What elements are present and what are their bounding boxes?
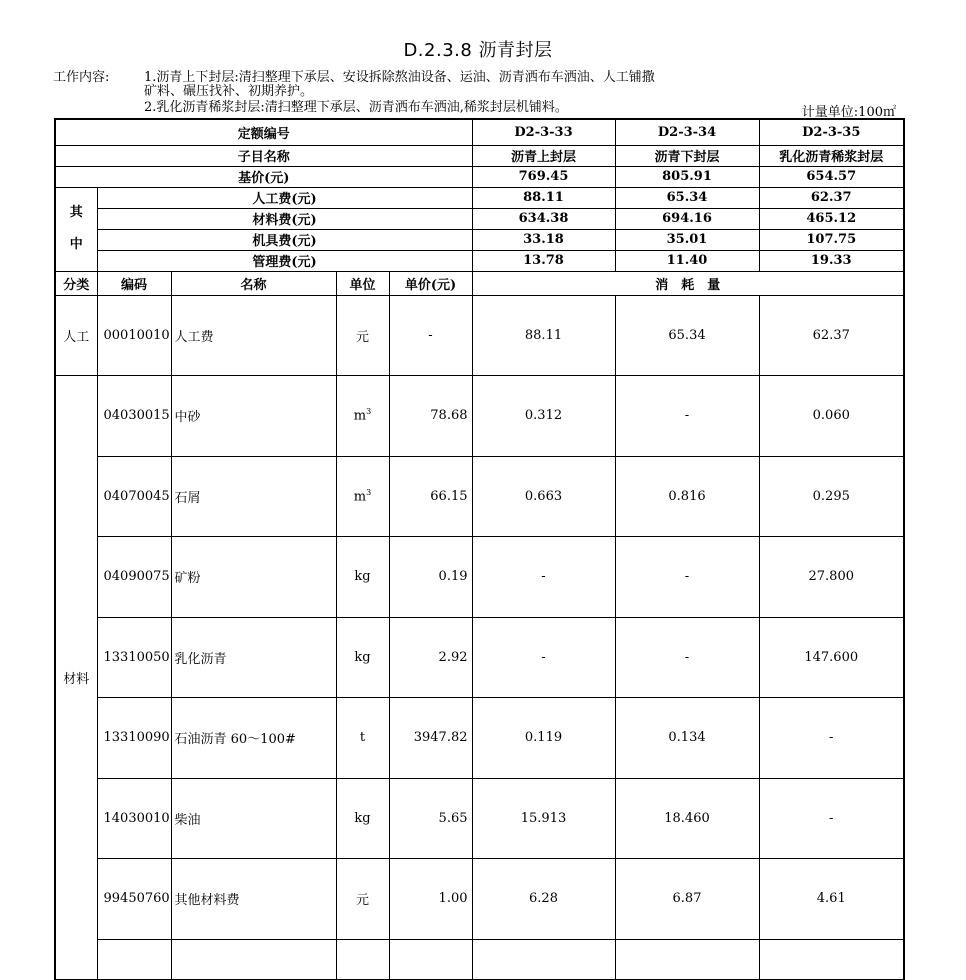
base-price-label: 基价(元) (55, 166, 472, 187)
item-unit: t (336, 697, 389, 778)
item-code: 00010010 (97, 295, 171, 375)
empty-cell (389, 939, 472, 979)
col-category-header: 分类 (55, 271, 97, 295)
machine-cost-3: 107.75 (759, 229, 904, 250)
consumption-3: 4.61 (759, 858, 904, 939)
item-unit: kg (336, 536, 389, 617)
work-content-label: 工作内容: (53, 70, 110, 85)
item-price: 78.68 (389, 375, 472, 456)
empty-cell (615, 939, 759, 979)
empty-cell (97, 939, 171, 979)
empty-cell (336, 939, 389, 979)
mgmt-cost-1: 13.78 (472, 250, 615, 271)
quota-table (54, 118, 905, 980)
empty-cell (171, 939, 336, 979)
quota-code-2: D2-3-34 (615, 119, 759, 145)
consumption-1: 0.663 (472, 456, 615, 536)
table-row (55, 858, 904, 939)
table-row (55, 295, 904, 375)
table-row (55, 617, 904, 697)
consumption-3: 147.600 (759, 617, 904, 697)
item-name: 乳化沥青 (171, 617, 336, 697)
work-content-line-2: 2.乳化沥青稀浆封层:清扫整理下承层、沥青洒布车洒油,稀浆封层机铺料。 (144, 100, 568, 115)
table-row (55, 697, 904, 778)
item-name: 柴油 (171, 778, 336, 858)
item-price: 0.19 (389, 536, 472, 617)
table-row (55, 536, 904, 617)
item-unit-text: m (353, 408, 367, 424)
col-price-header: 单价(元) (389, 271, 472, 295)
category-material: 材料 (55, 375, 97, 979)
item-unit (336, 456, 389, 536)
item-unit-sup: 3 (366, 407, 372, 417)
item-unit: 元 (336, 858, 389, 939)
base-price-2: 805.91 (615, 166, 759, 187)
item-unit: kg (336, 617, 389, 697)
item-price: 2.92 (389, 617, 472, 697)
measurement-unit: 计量单位:100㎡ (801, 105, 896, 120)
labor-cost-3: 62.37 (759, 187, 904, 208)
item-name: 石油沥青 60～100# (171, 697, 336, 778)
sub-name-1: 沥青上封层 (472, 145, 615, 166)
table-row (55, 375, 904, 456)
item-code: 13310050 (97, 617, 171, 697)
col-unit-header: 单位 (336, 271, 389, 295)
sub-name-2: 沥青下封层 (615, 145, 759, 166)
col-name-header: 名称 (171, 271, 336, 295)
item-price: 1.00 (389, 858, 472, 939)
item-unit (336, 375, 389, 456)
item-price: 5.65 (389, 778, 472, 858)
work-content-line-1-cont: 矿料、碾压找补、初期养护。 (144, 84, 314, 99)
consumption-3: - (759, 697, 904, 778)
empty-cell (472, 939, 615, 979)
consumption-2: 65.34 (615, 295, 759, 375)
item-name: 其他材料费 (171, 858, 336, 939)
consumption-2: - (615, 617, 759, 697)
item-code: 13310090 (97, 697, 171, 778)
mgmt-cost-label: 管理费(元) (97, 250, 472, 271)
consumption-2: 6.87 (615, 858, 759, 939)
item-name: 矿粉 (171, 536, 336, 617)
sub-name-label: 子目名称 (55, 145, 472, 166)
consumption-1: 88.11 (472, 295, 615, 375)
consumption-1: - (472, 617, 615, 697)
item-unit: kg (336, 778, 389, 858)
of-which-text: 其中 (69, 205, 83, 252)
item-unit: 元 (336, 295, 389, 375)
labor-cost-1: 88.11 (472, 187, 615, 208)
table-row (55, 778, 904, 858)
item-name: 人工费 (171, 295, 336, 375)
consumption-1: 6.28 (472, 858, 615, 939)
empty-cell (759, 939, 904, 979)
item-price: 3947.82 (389, 697, 472, 778)
consumption-3: 62.37 (759, 295, 904, 375)
item-price: 66.15 (389, 456, 472, 536)
machine-cost-1: 33.18 (472, 229, 615, 250)
quota-code-1: D2-3-33 (472, 119, 615, 145)
consumption-1: - (472, 536, 615, 617)
labor-cost-2: 65.34 (615, 187, 759, 208)
col-code-header: 编码 (97, 271, 171, 295)
consumption-2: 0.816 (615, 456, 759, 536)
item-code: 04070045 (97, 456, 171, 536)
item-price: - (389, 295, 472, 375)
col-consumption-header: 消 耗 量 (472, 271, 904, 295)
consumption-2: 0.134 (615, 697, 759, 778)
consumption-1: 15.913 (472, 778, 615, 858)
work-content-line-1: 1.沥青上下封层:清扫整理下承层、安设拆除熬油设备、运油、沥青洒布车洒油、人工铺撒 (144, 70, 655, 85)
category-labor: 人工 (55, 295, 97, 375)
consumption-3: 0.060 (759, 375, 904, 456)
consumption-1: 0.312 (472, 375, 615, 456)
table-row-cut (55, 939, 904, 979)
base-price-3: 654.57 (759, 166, 904, 187)
consumption-2: - (615, 375, 759, 456)
material-cost-label: 材料费(元) (97, 208, 472, 229)
consumption-1: 0.119 (472, 697, 615, 778)
mgmt-cost-2: 11.40 (615, 250, 759, 271)
quota-no-label: 定额编号 (55, 119, 472, 145)
item-code: 14030010 (97, 778, 171, 858)
machine-cost-label: 机具费(元) (97, 229, 472, 250)
material-cost-1: 634.38 (472, 208, 615, 229)
material-cost-2: 694.16 (615, 208, 759, 229)
sub-name-3: 乳化沥青稀浆封层 (759, 145, 904, 166)
item-unit-sup: 3 (366, 487, 372, 497)
quota-code-3: D2-3-35 (759, 119, 904, 145)
consumption-2: - (615, 536, 759, 617)
consumption-3: 0.295 (759, 456, 904, 536)
labor-cost-label: 人工费(元) (97, 187, 472, 208)
item-code: 04090075 (97, 536, 171, 617)
consumption-2: 18.460 (615, 778, 759, 858)
item-unit-text: m (353, 489, 367, 505)
machine-cost-2: 35.01 (615, 229, 759, 250)
base-price-1: 769.45 (472, 166, 615, 187)
consumption-3: 27.800 (759, 536, 904, 617)
item-name: 石屑 (171, 456, 336, 536)
of-which-label (55, 187, 97, 271)
item-name: 中砂 (171, 375, 336, 456)
material-cost-3: 465.12 (759, 208, 904, 229)
consumption-3: - (759, 778, 904, 858)
item-code: 99450760 (97, 858, 171, 939)
page-title: D.2.3.8 沥青封层 (403, 40, 553, 61)
table-row (55, 456, 904, 536)
item-code: 04030015 (97, 375, 171, 456)
mgmt-cost-3: 19.33 (759, 250, 904, 271)
